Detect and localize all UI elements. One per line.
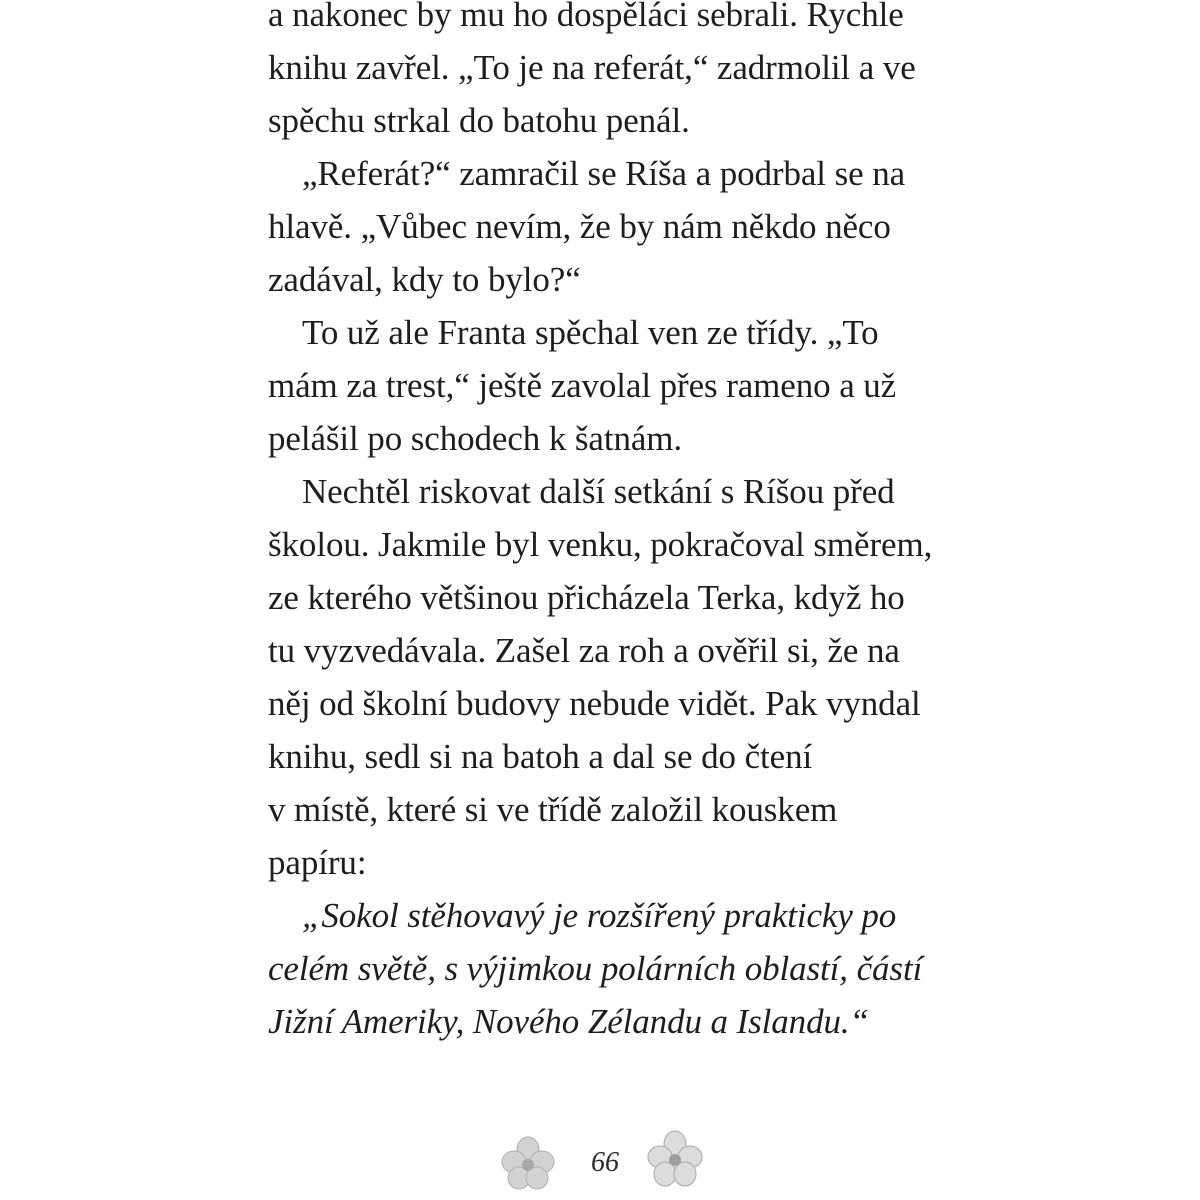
- flower-icon: [498, 1134, 558, 1194]
- text-line: hlavě. „Vůbec nevím, že by nám někdo něco: [268, 207, 891, 246]
- page-footer: [0, 1128, 1200, 1200]
- quote-line: „Sokol stěhovavý je rozšířený prakticky po: [302, 896, 897, 935]
- text-line: v místě, které si ve třídě založil kouskem: [268, 790, 838, 829]
- text-line: školou. Jakmile byl venku, pokračoval směrem,: [268, 525, 933, 564]
- text-line: knihu zavřel. „To je na referát,“ zadrmolil a ve: [268, 48, 916, 87]
- text-line: zadával, kdy to bylo?“: [268, 260, 581, 299]
- text-line: pelášil po schodech k šatnám.: [268, 419, 683, 458]
- text-line: papíru:: [268, 843, 367, 882]
- text-line: ze kterého většinou přicházela Terka, když ho: [268, 578, 905, 617]
- page-number: 66: [591, 1147, 619, 1178]
- quote-line: celém světě, s výjimkou polárních oblastí, částí: [268, 949, 923, 988]
- text-line: a nakonec by mu ho dospěláci sebrali. Rychle: [268, 0, 904, 34]
- paragraph-start-line: Nechtěl riskovat další setkání s Ríšou před: [302, 472, 895, 511]
- paragraph-start-line: „Referát?“ zamračil se Ríša a podrbal se na: [302, 154, 906, 193]
- quote-line: Jižní Ameriky, Nového Zélandu a Islandu.“: [268, 1002, 869, 1041]
- text-line: mám za trest,“ ještě zavolal přes rameno a už: [268, 366, 897, 405]
- text-line: spěchu strkal do batohu penál.: [268, 101, 690, 140]
- text-line: něj od školní budovy nebude vidět. Pak vyndal: [268, 684, 921, 723]
- flower-icon: [645, 1130, 705, 1190]
- body-text: [268, 0, 968, 1048]
- text-line: knihu, sedl si na batoh a dal se do čtení: [268, 737, 813, 776]
- paragraph-start-line: To už ale Franta spěchal ven ze třídy. „To: [302, 313, 879, 352]
- text-line: tu vyzvedávala. Zašel za roh a ověřil si, že na: [268, 631, 900, 670]
